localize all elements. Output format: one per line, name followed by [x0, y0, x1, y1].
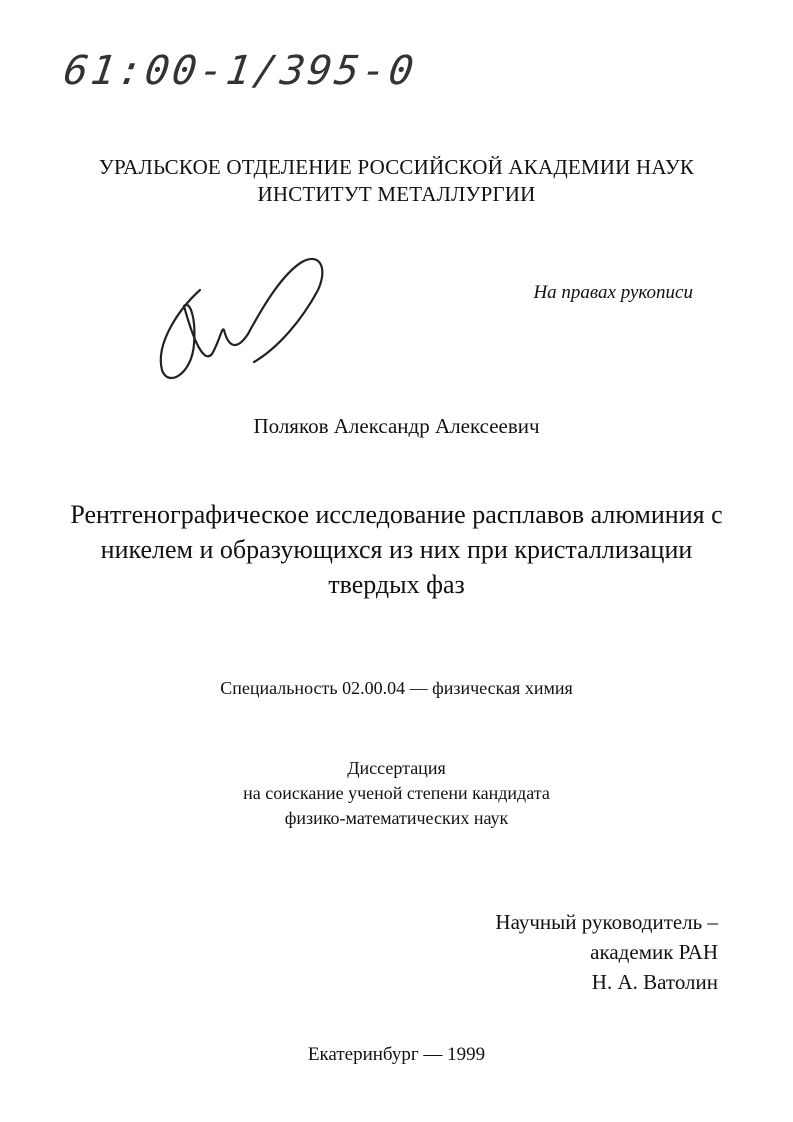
catalog-number: 61:00-1/395-0 [60, 48, 420, 94]
dissertation-line: Диссертация [347, 758, 446, 778]
organization-name: УРАЛЬСКОЕ ОТДЕЛЕНИЕ РОССИЙСКОЙ АКАДЕМИИ НАУК [98, 155, 695, 179]
advisor-line: академик РАН [590, 940, 718, 964]
title-line: никелем и образующихся из них при кристаллизации [100, 535, 693, 564]
handwritten-signature [150, 248, 340, 388]
dissertation-title [0, 497, 793, 602]
institute-name: ИНСТИТУТ МЕТАЛЛУРГИИ [257, 182, 536, 206]
city-and-year: Екатеринбург — 1999 [307, 1044, 486, 1065]
title-line: Рентгенографическое исследование расплавов алюминия с [70, 500, 723, 529]
scientific-advisor [495, 907, 718, 997]
advisor-line: Научный руководитель – [495, 910, 718, 934]
author-name: Поляков Александр Алексеевич [253, 414, 540, 438]
manuscript-rights-note: На правах рукописи [533, 282, 693, 303]
dissertation-line: физико-математических наук [284, 808, 509, 828]
dissertation-type [0, 756, 793, 831]
title-line: твердых фаз [328, 570, 465, 599]
advisor-line: Н. А. Ватолин [591, 970, 718, 994]
specialty-line: Специальность 02.00.04 — физическая химия [220, 678, 573, 698]
dissertation-line: на соискание ученой степени кандидата [243, 783, 550, 803]
